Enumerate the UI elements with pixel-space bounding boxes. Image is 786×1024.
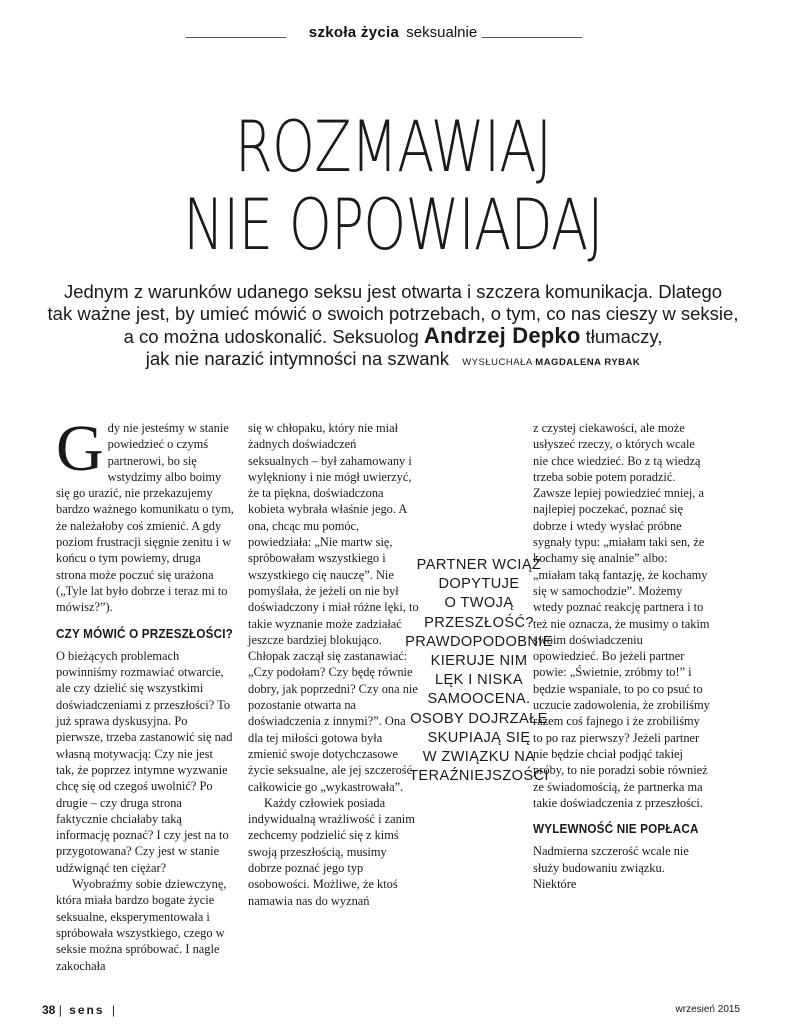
pull-quote-line: SKUPIAJĄ SIĘ [427,729,531,746]
pull-quote-line: PRZESZŁOŚĆ? [424,614,534,631]
magazine-name: sens [69,1003,105,1017]
pull-quote-line: DOPYTUJE [438,576,520,593]
pull-quote-line: PRAWDOPODOBNIE [405,633,553,650]
pull-quote-line: W ZWIĄZKU NA [422,749,536,766]
pull-quote-line: TERAŹNIEJSZOŚCI [409,768,549,785]
section-name: szkoła życia [308,24,400,41]
title-line-2: NIE OPOWIADAJ [183,184,603,266]
byline-name: MAGDALENA RYBAK [535,357,641,368]
pull-quote-line: PARTNER WCIĄŻ [416,557,542,573]
column-1-paragraph-3: Wyobraźmy sobie dziewczynę, która miała bardzo bogate życie seksualne, eksperymentowała i spróbowała wszystkiego, czego w seksie można spróbować. I nagle zakochała [56,877,227,973]
byline [462,357,640,368]
footer-separator: | [111,1003,115,1017]
lead-line-3-post: tłumaczy, [585,326,663,347]
issue-date: wrzesień 2015 [675,1004,740,1015]
drop-cap: G [56,412,104,485]
article-column-1 [56,412,234,974]
pull-quote [404,556,554,786]
column-1-paragraph-1 [56,412,234,616]
column-3-paragraph-2: Nadmierna szczerość wcale nie służy budowaniu związku. Niektóre [533,844,689,892]
article-column-2 [248,420,420,909]
lead-line-2: tak ważne jest, by umieć mówić o swoich potrzebach, o tym, co nas cieszy w seksie, [47,303,739,324]
pull-quote-line: KIERUJE NIM [430,653,528,670]
footer-left [42,1003,115,1017]
column-1-text-1: dy nie jesteśmy w stanie powiedzieć o czymś partnerowi, bo się wstydzimy albo boimy się go urazić, nie przekazujemy bardzo ważnego komunikatu o tym, że należałoby coś zmienić. A gdy poziom frustracji sięgnie zenitu i w końcu o tym powiemy, druga strona może poczuć się urażona („Tyle lat było dobrze i teraz mi to mówisz?”). [56,421,234,615]
author-name: Andrzej Depko [423,323,581,348]
lead-line-3 [40,325,746,348]
lead-line-3-pre: a co można udoskonalić. Seksuolog [123,326,419,347]
footer-separator: | [58,1003,62,1017]
header-rule-right [482,37,582,38]
lead-line-1: Jednym z warunków udanego seksu jest otwarta i szczera komunikacja. Dlatego [63,281,723,302]
pull-quote-line: LĘK I NISKA [435,672,523,689]
subheading-past: CZY MÓWIĆ O PRZESZŁOŚCI? [56,625,234,641]
subheading-openness: WYLEWNOŚĆ NIE POPŁACA [533,821,699,837]
header-rule-left [186,37,286,38]
section-header [0,24,786,41]
page-number: 38 [42,1003,56,1017]
column-3-paragraph-1: z czystej ciekawości, ale może usłyszeć rzeczy, o których wcale nie chce wiedzieć. Bo z tą wiedzą trzeba sobie potem poradzić. Zawsze lepiej powiedzieć mniej, a najlepiej poczekać, poznać się dobrze i wtedy wysłać próbne sygnały typu: „miałam taki sen, że kochamy się analnie” albo: „miałam taką fantazję, że kochamy się w samochodzie”. Możemy wtedy poznać reakcję partnera i to też nie oznacza, że musimy o takim swoim doświadczeniu opowiedzieć. Bo jeżeli partner powie: „Świetnie, zróbmy to!” i będzie wspaniale, to po co psuć to uczucie zadowolenia, że zrobiliśmy razem coś fajnego i że zrobiliśmy to po raz pierwszy? Jeżeli partner nie będzie chciał podjąć takiej próby, to nie poradzi sobie również ze świadomością, że partnerka ma takie doświadczenia z przeszłości. [533,421,710,810]
column-2-paragraph-1: się w chłopaku, który nie miał żadnych doświadczeń seksualnych – był zahamowany i wylękniony i nie mógł uwierzyć, że ta piękna, doświadczona kobieta wybrała właśnie jego. A ona, chcąc mu pomóc, powiedziała: „Nie martw się, spróbowałam wszystkiego i wszystkiego cię nauczę”. Nie pomyślała, że jeżeli on nie był doświadczony i miał różne lęki, to takie wyznanie może zadziałać jeszcze bardziej blokująco. Chłopak zaczął się zastanawiać: „Czy podołam? Czy będę równie dobry, jak poprzedni? Czy ona nie pozostanie otwarta na doświadczenia z innymi?”. Ona dla tej miłości gotowa była zmienić swoje dotychczasowe życie seksualne, ale jej szczerość całkowicie go „wykastrowała”. [248,421,419,794]
pull-quote-line: OSOBY DOJRZAŁE [410,710,548,727]
lead-line-4-text: jak nie narazić intymności na szwank [145,348,450,369]
lead-line-4 [40,348,746,374]
subsection-name: seksualnie [406,24,478,41]
column-2-paragraph-2: Każdy człowiek posiada indywidualną wrażliwość i zanim zechcemy podzielić się z kimś swoją przeszłością, musimy dobrze poznać jego typ osobowości. Możliwe, że ktoś namawia nas do wyznań [248,795,415,908]
pull-quote-line: O TWOJĄ [444,595,514,612]
article-column-3 [533,420,711,892]
title-line-1: ROZMAWIAJ [234,106,552,188]
pull-quote-line: SAMOOCENA. [427,691,531,708]
lead-paragraph [40,281,746,374]
byline-label: WYSŁUCHAŁA [462,357,533,368]
column-1-paragraph-2: O bieżących problemach powinniśmy rozmawiać otwarcie, ale czy dzielić się wszystkimi doświadczeniami z przeszłości? To już sprawa dyskusyjna. Po pierwsze, trzeba zastanowić się nad własną motywacją: Czy nie jest tak, że poprzez intymne wyzwanie chcę się od czegoś uwolnić? Po drugie – czy druga strona faktycznie chciałaby taką informację poznać? I czy jest na to przygotowana? Czy jest w stanie udźwignąć ten ciężar? [56,648,233,875]
